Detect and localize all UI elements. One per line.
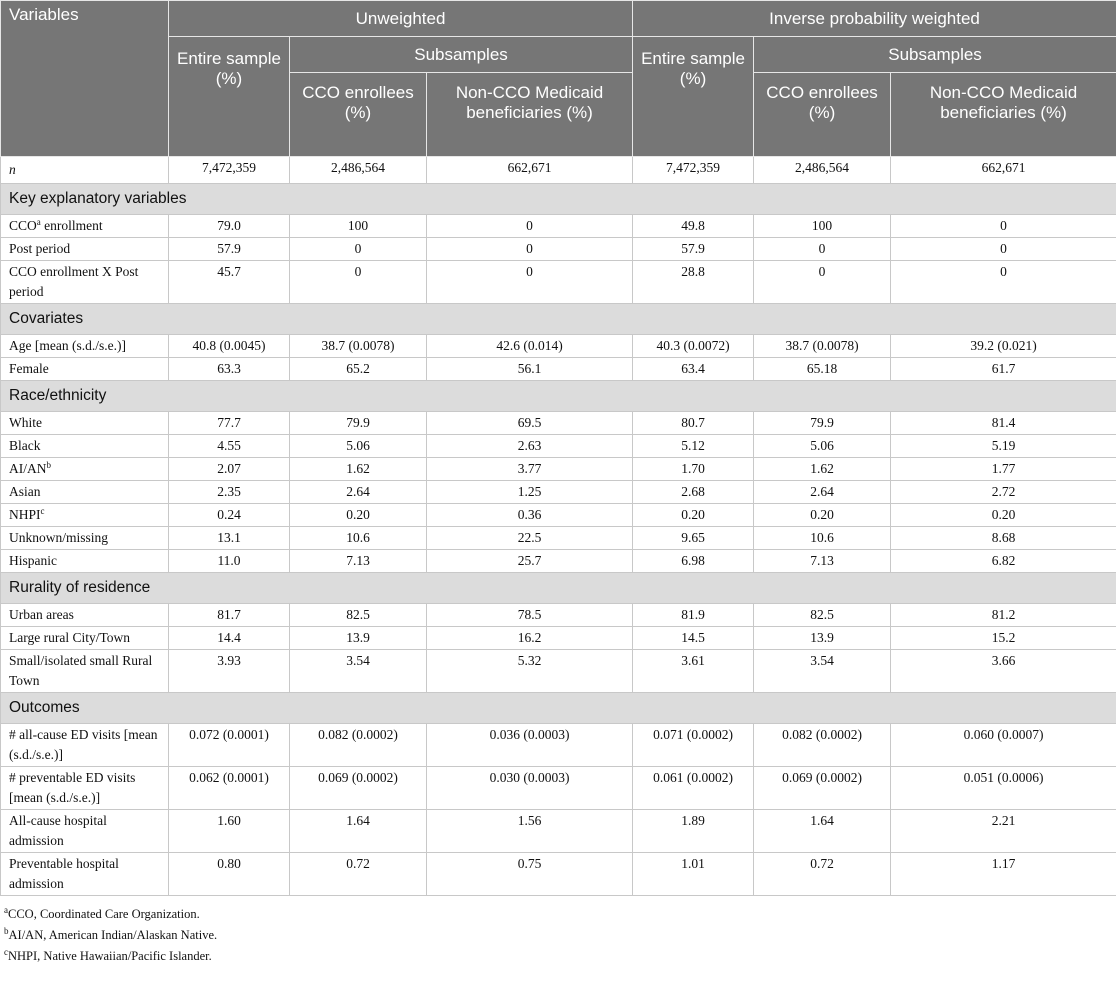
table-row bbox=[1, 238, 1116, 261]
cell: 78.5 bbox=[427, 604, 633, 627]
row-label bbox=[1, 627, 169, 650]
cell: 13.9 bbox=[754, 627, 891, 650]
cell: 3.66 bbox=[891, 650, 1116, 693]
cell: 1.62 bbox=[290, 458, 427, 481]
cell: 0 bbox=[891, 238, 1116, 261]
footnotes bbox=[0, 896, 1116, 967]
footnote bbox=[4, 946, 1112, 967]
footnote-marker: c bbox=[4, 947, 8, 957]
table-row bbox=[1, 335, 1116, 358]
cell: 2.64 bbox=[754, 481, 891, 504]
row-label-text: Female bbox=[9, 361, 49, 376]
header-unweighted: Unweighted bbox=[169, 1, 633, 37]
row-label-text: Large rural City/Town bbox=[9, 630, 131, 645]
cell: 0.069 (0.0002) bbox=[754, 767, 891, 810]
cell: 2.63 bbox=[427, 435, 633, 458]
cell: 14.5 bbox=[633, 627, 754, 650]
cell: 3.54 bbox=[290, 650, 427, 693]
cell: 79.9 bbox=[754, 412, 891, 435]
row-label-text: Preventable hospital admission bbox=[9, 856, 119, 891]
cell: 61.7 bbox=[891, 358, 1116, 381]
header-cco-enrollees-ipw: CCO enrollees (%) bbox=[754, 73, 891, 157]
cell: 0.75 bbox=[427, 853, 633, 896]
table-row bbox=[1, 550, 1116, 573]
cell: 2,486,564 bbox=[290, 157, 427, 184]
row-label-text: White bbox=[9, 415, 42, 430]
cell: 3.54 bbox=[754, 650, 891, 693]
table-row bbox=[1, 767, 1116, 810]
table-row-n bbox=[1, 157, 1116, 184]
table-row bbox=[1, 810, 1116, 853]
cell: 662,671 bbox=[891, 157, 1116, 184]
section-title: Race/ethnicity bbox=[1, 381, 1116, 412]
cell: 82.5 bbox=[290, 604, 427, 627]
cell: 2,486,564 bbox=[754, 157, 891, 184]
cell: 28.8 bbox=[633, 261, 754, 304]
footnote bbox=[4, 925, 1112, 946]
cell: 2.68 bbox=[633, 481, 754, 504]
cell: 5.06 bbox=[290, 435, 427, 458]
row-label bbox=[1, 810, 169, 853]
cell: 1.17 bbox=[891, 853, 1116, 896]
cell: 0.036 (0.0003) bbox=[427, 724, 633, 767]
cell: 0 bbox=[427, 238, 633, 261]
cell: 69.5 bbox=[427, 412, 633, 435]
table-body bbox=[1, 157, 1116, 896]
table-row bbox=[1, 527, 1116, 550]
cell: 7.13 bbox=[290, 550, 427, 573]
row-label bbox=[1, 435, 169, 458]
cell: 45.7 bbox=[169, 261, 290, 304]
cell: 1.56 bbox=[427, 810, 633, 853]
cell: 5.19 bbox=[891, 435, 1116, 458]
cell: 1.64 bbox=[290, 810, 427, 853]
table-row bbox=[1, 261, 1116, 304]
cell: 40.8 (0.0045) bbox=[169, 335, 290, 358]
cell: 0.20 bbox=[290, 504, 427, 527]
section-title: Covariates bbox=[1, 304, 1116, 335]
row-label-text: Post period bbox=[9, 241, 71, 256]
cell: 0.80 bbox=[169, 853, 290, 896]
header-entire-sample-unweighted: Entire sample (%) bbox=[169, 37, 290, 157]
cell: 0.72 bbox=[754, 853, 891, 896]
header-entire-sample-ipw: Entire sample (%) bbox=[633, 37, 754, 157]
cell: 0.082 (0.0002) bbox=[754, 724, 891, 767]
header-variables: Variables bbox=[1, 1, 169, 157]
cell: 40.3 (0.0072) bbox=[633, 335, 754, 358]
row-label-text: NHPI bbox=[9, 507, 41, 522]
cell: 6.98 bbox=[633, 550, 754, 573]
row-label bbox=[1, 504, 169, 527]
cell: 0.061 (0.0002) bbox=[633, 767, 754, 810]
row-label bbox=[1, 238, 169, 261]
cell: 3.61 bbox=[633, 650, 754, 693]
cell: 25.7 bbox=[427, 550, 633, 573]
cell: 7,472,359 bbox=[169, 157, 290, 184]
section-title: Key explanatory variables bbox=[1, 184, 1116, 215]
row-label-text: Urban areas bbox=[9, 607, 74, 622]
cell: 100 bbox=[290, 215, 427, 238]
row-label-text: Small/isolated small Rural Town bbox=[9, 653, 153, 688]
cell: 1.60 bbox=[169, 810, 290, 853]
cell: 63.3 bbox=[169, 358, 290, 381]
cell: 56.1 bbox=[427, 358, 633, 381]
table-row bbox=[1, 481, 1116, 504]
footnote-text: AI/AN, American Indian/Alaskan Native. bbox=[8, 928, 218, 942]
cell: 3.93 bbox=[169, 650, 290, 693]
cell: 42.6 (0.014) bbox=[427, 335, 633, 358]
row-label bbox=[1, 650, 169, 693]
cell: 662,671 bbox=[427, 157, 633, 184]
footnote-marker: c bbox=[40, 506, 45, 516]
row-label-text: # preventable ED visits [mean (s.d./s.e.)] bbox=[9, 770, 136, 805]
cell: 13.1 bbox=[169, 527, 290, 550]
cell: 4.55 bbox=[169, 435, 290, 458]
cell: 0.20 bbox=[633, 504, 754, 527]
header-non-cco-unweighted: Non-CCO Medicaid beneficiaries (%) bbox=[427, 73, 633, 157]
row-label bbox=[1, 215, 169, 238]
cell: 0 bbox=[891, 215, 1116, 238]
cell: 0.20 bbox=[754, 504, 891, 527]
cell: 0 bbox=[754, 261, 891, 304]
cell: 11.0 bbox=[169, 550, 290, 573]
cell: 81.7 bbox=[169, 604, 290, 627]
cell: 3.77 bbox=[427, 458, 633, 481]
cell: 0 bbox=[427, 261, 633, 304]
table-row bbox=[1, 435, 1116, 458]
cell: 0.36 bbox=[427, 504, 633, 527]
footnote-marker: a bbox=[4, 905, 8, 915]
cell: 0.069 (0.0002) bbox=[290, 767, 427, 810]
cell: 8.68 bbox=[891, 527, 1116, 550]
header-ipw: Inverse probability weighted bbox=[633, 1, 1116, 37]
table-row bbox=[1, 458, 1116, 481]
cell: 65.18 bbox=[754, 358, 891, 381]
cell: 63.4 bbox=[633, 358, 754, 381]
cell: 77.7 bbox=[169, 412, 290, 435]
section-header-row bbox=[1, 304, 1116, 335]
cell: 65.2 bbox=[290, 358, 427, 381]
table-row bbox=[1, 853, 1116, 896]
row-label-text: enrollment bbox=[40, 218, 103, 233]
table-row bbox=[1, 412, 1116, 435]
cell: 0.082 (0.0002) bbox=[290, 724, 427, 767]
section-header-row bbox=[1, 693, 1116, 724]
cell: 2.35 bbox=[169, 481, 290, 504]
cell: 2.21 bbox=[891, 810, 1116, 853]
row-label bbox=[1, 458, 169, 481]
cell: 0.030 (0.0003) bbox=[427, 767, 633, 810]
table-row bbox=[1, 358, 1116, 381]
cell: 79.9 bbox=[290, 412, 427, 435]
table-row bbox=[1, 215, 1116, 238]
footnote-marker: a bbox=[36, 217, 41, 227]
cell: 38.7 (0.0078) bbox=[754, 335, 891, 358]
row-label: n bbox=[1, 157, 169, 184]
cell: 10.6 bbox=[754, 527, 891, 550]
row-label bbox=[1, 358, 169, 381]
footnote-marker: b bbox=[4, 926, 9, 936]
footnote-text: CCO, Coordinated Care Organization. bbox=[8, 907, 200, 921]
cell: 2.72 bbox=[891, 481, 1116, 504]
cell: 0.060 (0.0007) bbox=[891, 724, 1116, 767]
cell: 7.13 bbox=[754, 550, 891, 573]
cell: 1.77 bbox=[891, 458, 1116, 481]
cell: 9.65 bbox=[633, 527, 754, 550]
cell: 100 bbox=[754, 215, 891, 238]
cell: 0.72 bbox=[290, 853, 427, 896]
cell: 81.4 bbox=[891, 412, 1116, 435]
cell: 16.2 bbox=[427, 627, 633, 650]
cell: 5.32 bbox=[427, 650, 633, 693]
row-label-text: Black bbox=[9, 438, 41, 453]
cell: 15.2 bbox=[891, 627, 1116, 650]
cell: 0.051 (0.0006) bbox=[891, 767, 1116, 810]
row-label bbox=[1, 412, 169, 435]
cell: 39.2 (0.021) bbox=[891, 335, 1116, 358]
row-label bbox=[1, 724, 169, 767]
section-title: Outcomes bbox=[1, 693, 1116, 724]
cell: 57.9 bbox=[169, 238, 290, 261]
row-label-text: Asian bbox=[9, 484, 41, 499]
header-subsamples-ipw: Subsamples bbox=[754, 37, 1116, 73]
cell: 0 bbox=[290, 238, 427, 261]
section-header-row bbox=[1, 381, 1116, 412]
header-cco-enrollees-unweighted: CCO enrollees (%) bbox=[290, 73, 427, 157]
cell: 0 bbox=[290, 261, 427, 304]
section-header-row bbox=[1, 573, 1116, 604]
row-label-text: Age [mean (s.d./s.e.)] bbox=[9, 338, 126, 353]
row-label bbox=[1, 550, 169, 573]
cell: 80.7 bbox=[633, 412, 754, 435]
cell: 5.12 bbox=[633, 435, 754, 458]
row-label-text: CCO bbox=[9, 218, 37, 233]
cell: 1.62 bbox=[754, 458, 891, 481]
table-row bbox=[1, 504, 1116, 527]
row-label-text: # all-cause ED visits [mean (s.d./s.e.)] bbox=[9, 727, 158, 762]
cell: 14.4 bbox=[169, 627, 290, 650]
cell: 22.5 bbox=[427, 527, 633, 550]
row-label bbox=[1, 767, 169, 810]
cell: 0.062 (0.0001) bbox=[169, 767, 290, 810]
footnote-text: NHPI, Native Hawaiian/Pacific Islander. bbox=[8, 949, 212, 963]
cell: 0 bbox=[754, 238, 891, 261]
cell: 2.07 bbox=[169, 458, 290, 481]
row-label bbox=[1, 853, 169, 896]
table-row bbox=[1, 724, 1116, 767]
table-row bbox=[1, 650, 1116, 693]
cell: 6.82 bbox=[891, 550, 1116, 573]
row-label-text: Hispanic bbox=[9, 553, 57, 568]
row-label bbox=[1, 335, 169, 358]
cell: 0.20 bbox=[891, 504, 1116, 527]
row-label bbox=[1, 527, 169, 550]
section-header-row bbox=[1, 184, 1116, 215]
footnote bbox=[4, 904, 1112, 925]
cell: 5.06 bbox=[754, 435, 891, 458]
cell: 2.64 bbox=[290, 481, 427, 504]
table-row bbox=[1, 627, 1116, 650]
cell: 0.071 (0.0002) bbox=[633, 724, 754, 767]
cell: 0 bbox=[891, 261, 1116, 304]
header-subsamples-unweighted: Subsamples bbox=[290, 37, 633, 73]
cell: 1.25 bbox=[427, 481, 633, 504]
header-non-cco-ipw: Non-CCO Medicaid beneficiaries (%) bbox=[891, 73, 1116, 157]
row-label bbox=[1, 261, 169, 304]
cell: 7,472,359 bbox=[633, 157, 754, 184]
cell: 57.9 bbox=[633, 238, 754, 261]
row-label-text: AI/AN bbox=[9, 461, 47, 476]
row-label bbox=[1, 604, 169, 627]
cell: 0.072 (0.0001) bbox=[169, 724, 290, 767]
cell: 1.64 bbox=[754, 810, 891, 853]
row-label-text: Unknown/missing bbox=[9, 530, 109, 545]
cell: 1.89 bbox=[633, 810, 754, 853]
cell: 1.01 bbox=[633, 853, 754, 896]
row-label bbox=[1, 481, 169, 504]
cell: 13.9 bbox=[290, 627, 427, 650]
cell: 0.24 bbox=[169, 504, 290, 527]
cell: 38.7 (0.0078) bbox=[290, 335, 427, 358]
cell: 82.5 bbox=[754, 604, 891, 627]
cell: 79.0 bbox=[169, 215, 290, 238]
cell: 1.70 bbox=[633, 458, 754, 481]
cell: 0 bbox=[427, 215, 633, 238]
cell: 81.2 bbox=[891, 604, 1116, 627]
table-row bbox=[1, 604, 1116, 627]
row-label-text: CCO enrollment X Post period bbox=[9, 264, 139, 299]
section-title: Rurality of residence bbox=[1, 573, 1116, 604]
cell: 81.9 bbox=[633, 604, 754, 627]
cell: 10.6 bbox=[290, 527, 427, 550]
cell: 49.8 bbox=[633, 215, 754, 238]
footnote-marker: b bbox=[46, 460, 51, 470]
row-label-text: All-cause hospital admission bbox=[9, 813, 107, 848]
